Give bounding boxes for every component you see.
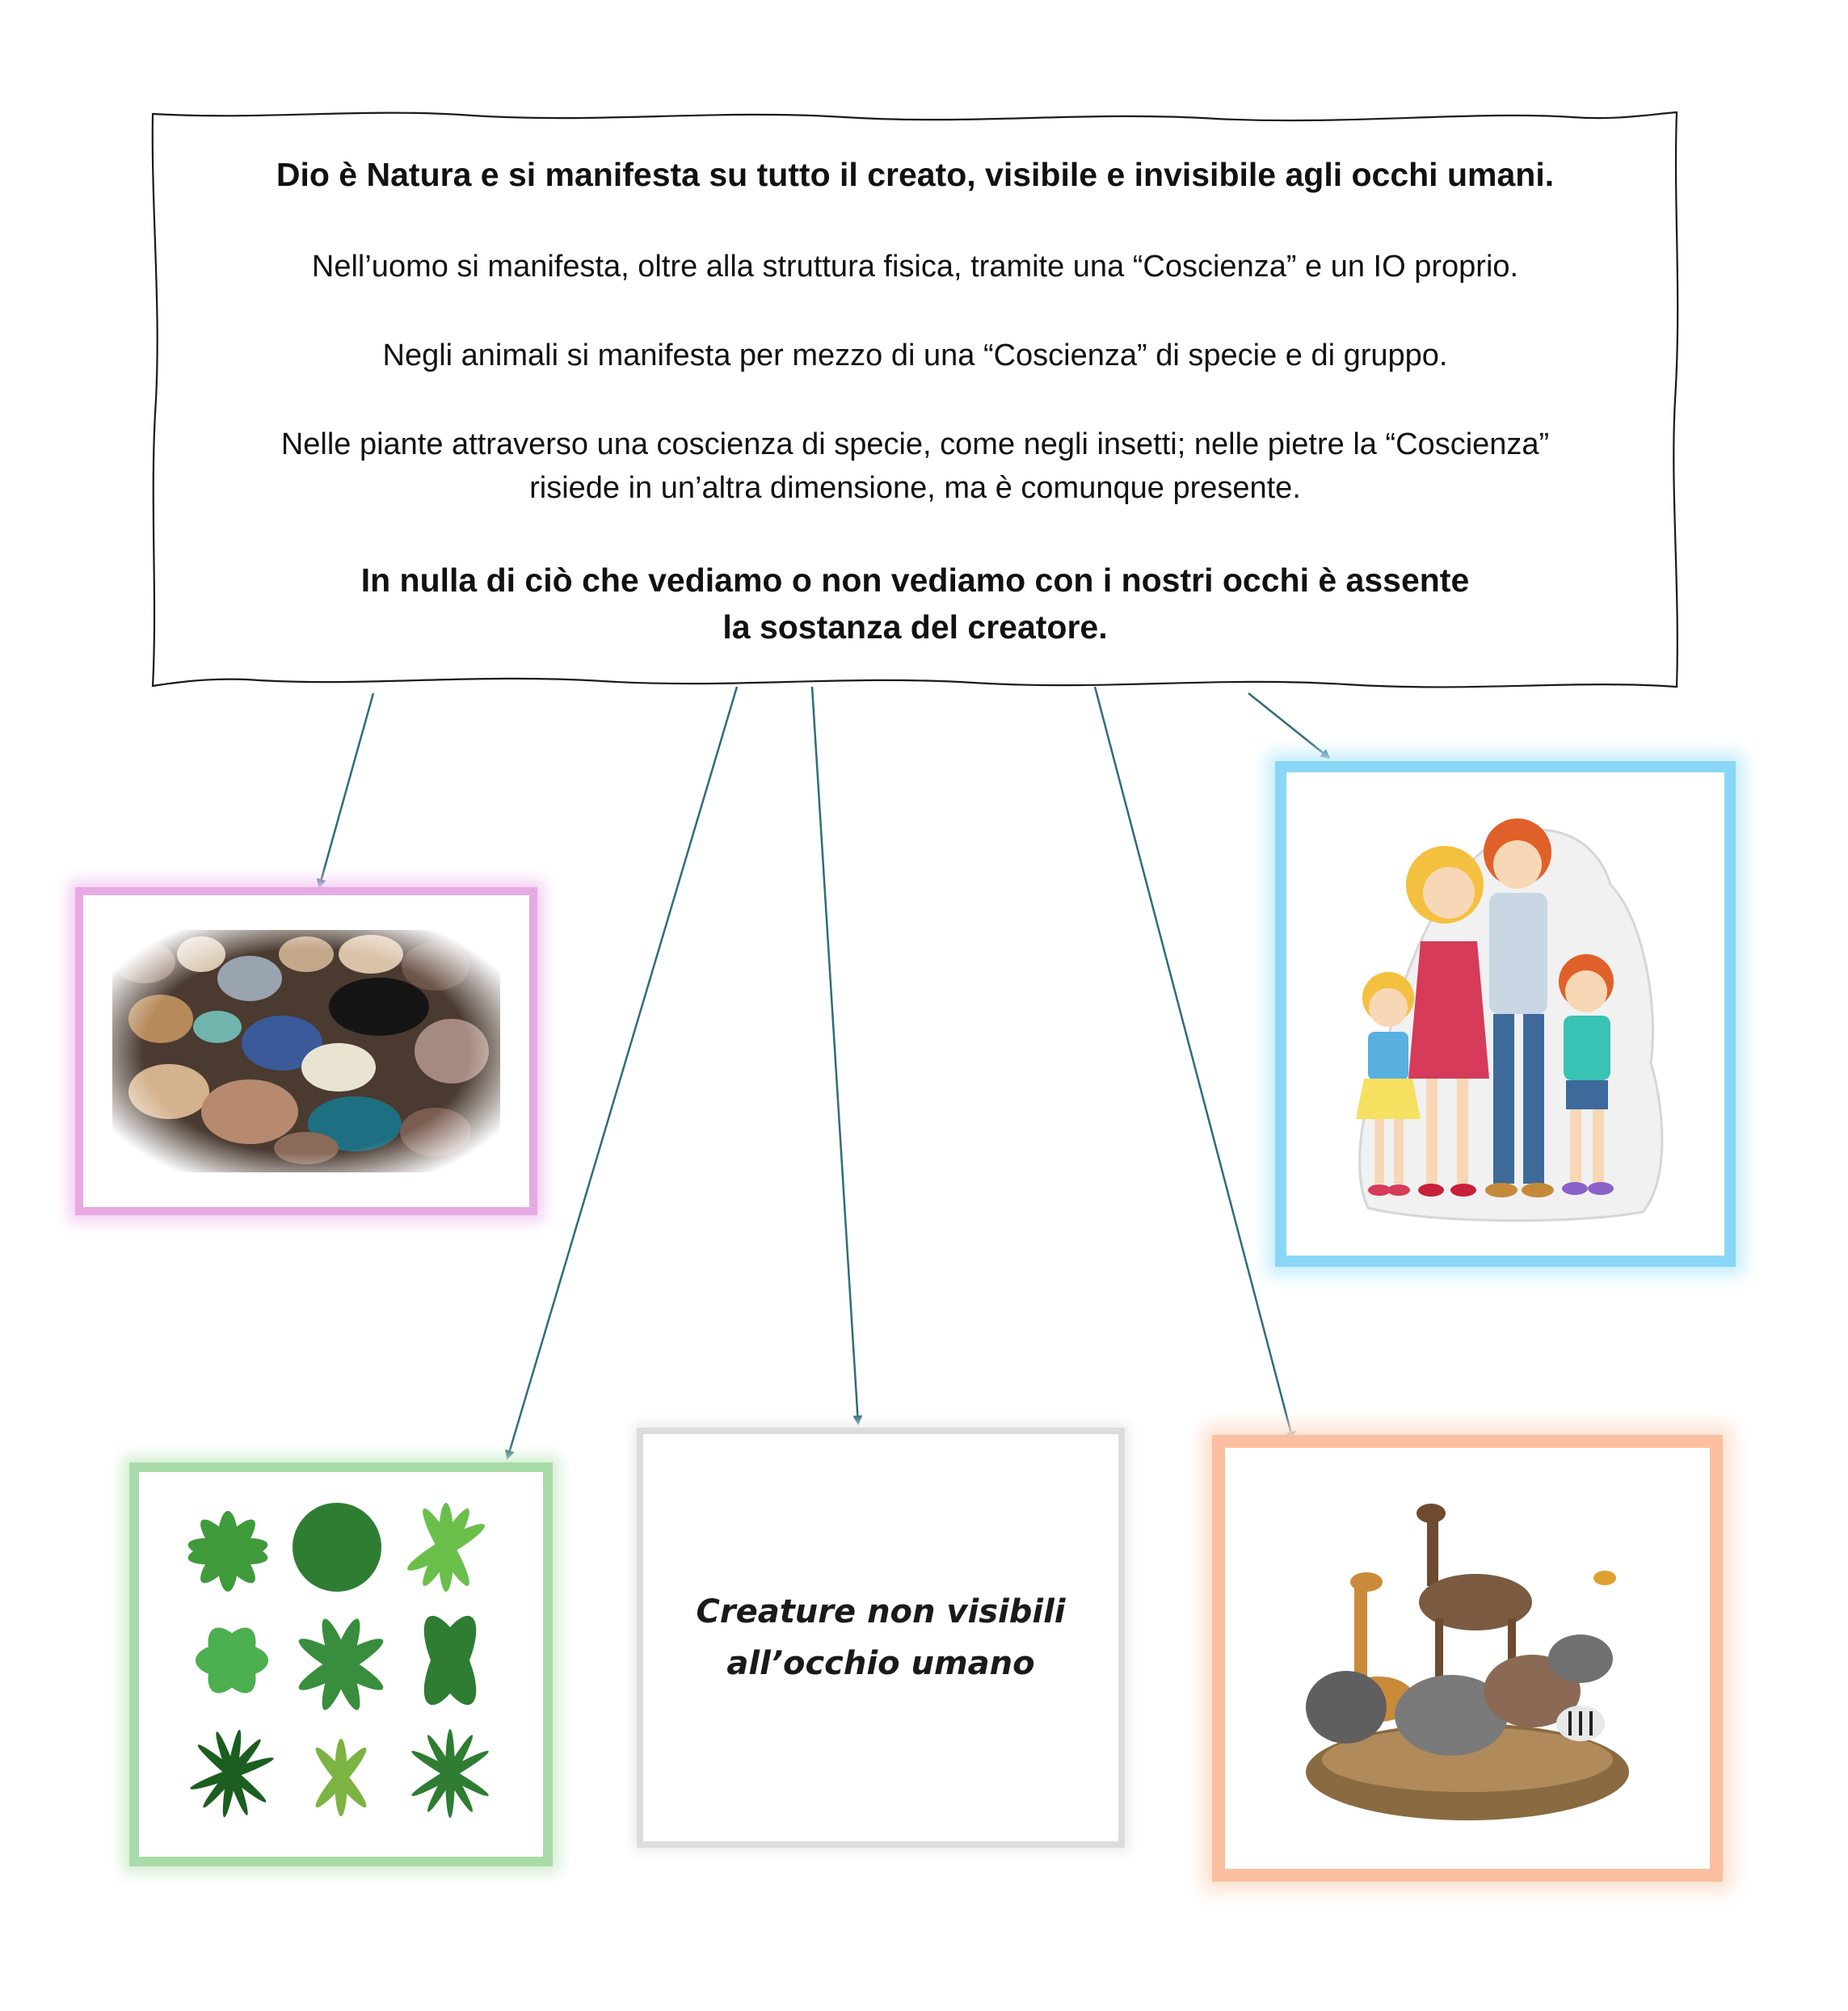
wild-animals-photo-icon (1290, 1481, 1645, 1836)
arrow-to-animals (1095, 687, 1293, 1440)
arrow-to-stones (319, 693, 373, 887)
invisible-creatures-card (637, 1428, 1125, 1848)
text-animali: Negli animali si manifesta per mezzo di una “Coscienza” di specie e di gruppo. (382, 339, 1448, 372)
closing-line-1: In nulla di ciò che vediamo o non vediamo con i nostri occhi è assente (360, 562, 1470, 599)
closing-line-2: la sostanza del creatore. (722, 608, 1108, 646)
invisible-label-line-1: Creature non visibili (696, 1593, 1066, 1630)
stones-card (75, 887, 537, 1215)
callout-text (174, 109, 1656, 691)
arrow-to-people (1248, 693, 1329, 758)
invisible-label-line-2: all’occhio umano (726, 1645, 1035, 1682)
stones-photo-icon (112, 930, 500, 1172)
animals-card (1212, 1435, 1723, 1882)
arrow-to-plants (507, 687, 737, 1458)
text-uomo: Nell’uomo si manifesta, oltre alla struttura fisica, tramite una “Coscienza” e un IO proprio. (311, 250, 1519, 284)
people-card (1275, 761, 1736, 1267)
text-piante-line-2: risiede in un’altra dimensione, ma è comunque presente. (529, 471, 1301, 505)
plants-card (129, 1462, 553, 1866)
tropical-leaves-illustration-icon (171, 1495, 511, 1834)
text-piante-line-1: Nelle piante attraverso una coscienza di specie, come negli insetti; nelle pietre la “Coscienza” (280, 427, 1550, 461)
invisible-creatures-label (696, 1586, 1065, 1689)
family-illustration-icon (1336, 796, 1675, 1232)
headline: Dio è Natura e si manifesta su tutto il creato, visibile e invisibile agli occhi umani. (276, 156, 1555, 193)
arrow-to-invisible (812, 687, 858, 1424)
main-callout (149, 109, 1681, 691)
